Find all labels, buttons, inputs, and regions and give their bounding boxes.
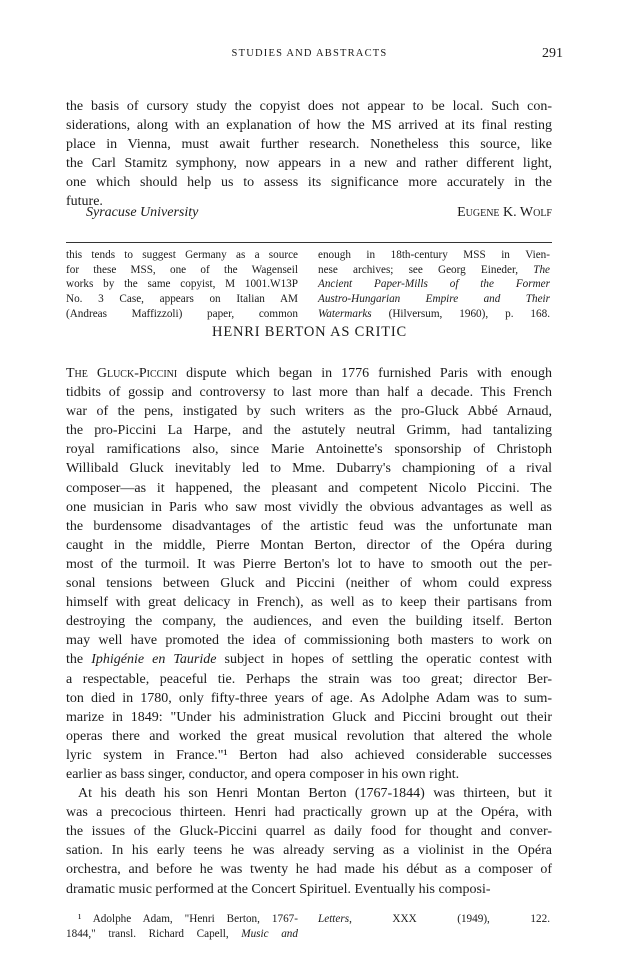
paragraph-line: [66, 670, 552, 689]
text-run: nese archives; see Georg Eineder,: [318, 263, 534, 276]
text-run: earlier as bass singer, conductor, and opera composer in his own right.: [66, 766, 460, 782]
text-run: caught in the middle, Pierre Montan Berton, director of the Opéra during: [66, 537, 552, 553]
paragraph-line: [66, 574, 552, 593]
text-run: orchestra, and before he was twenty he had made his début as a composer of: [66, 862, 552, 878]
text-run: dramatic music performed at the Concert Spirituel. Eventually his composi-: [66, 881, 491, 897]
footnote-line: [318, 277, 550, 292]
text-run: may well have promoted the idea of commissioning both masters to work on: [66, 633, 552, 649]
footnote-line: [318, 912, 550, 927]
paragraph-line: [66, 555, 552, 574]
paragraph-line: [66, 364, 552, 383]
text-run: 1844," transl. Richard Capell,: [66, 927, 242, 940]
footnote-column-left: [66, 248, 298, 321]
paragraph-line: the Carl Stamitz symphony, now appears in a new and rather different light,: [66, 156, 552, 172]
paragraph-line: [66, 784, 552, 803]
paragraph-line: [66, 479, 552, 498]
paragraph-line: [66, 459, 552, 478]
paragraph-line: [66, 765, 552, 784]
closing-paragraph: [66, 97, 552, 212]
footnote-line: works by the same copyist, M 1001.W13P: [66, 278, 298, 291]
footnote-line: this tends to suggest Germany as a source: [66, 249, 298, 261]
footnote-1-left: [66, 912, 298, 941]
paragraph-line: [66, 383, 552, 402]
text-run: ¹ Adolphe Adam, "Henri Berton, 1767-: [78, 913, 298, 925]
text-run: sation. In his early teens he was already serving as a violinist in the Opéra: [66, 843, 552, 859]
paragraph-line: the basis of cursory study the copyist does not appear to be local. Such con-: [66, 99, 552, 114]
text-run: the burdensome disadvantages of the artistic feud was the unfortunate man: [66, 518, 552, 534]
text-run: destroying the company, the audiences, and even the building itself. Berton: [66, 614, 552, 630]
italic-run: The: [533, 263, 550, 276]
paragraph-line: place in Vienna, must await further research. Nonetheless this source, like: [66, 137, 552, 153]
text-run: composer—as it happened, the pleasant and competent Nicolo Piccini. The: [66, 480, 552, 496]
running-head: [0, 48, 619, 66]
footnote-line: [318, 307, 550, 322]
text-run: lyric system in France."¹ Berton had also achieved considerable successes: [66, 747, 552, 763]
paragraph-line: [66, 402, 552, 421]
paragraph-line: siderations, along with an explanation of how the MS arrived at its final resting: [66, 118, 552, 134]
paragraph-line: [66, 841, 552, 860]
footnote-column-right: [318, 248, 550, 321]
text-run: himself with great delicacy in French), as well as to keep their partisans from: [66, 595, 552, 611]
text-run: subject in hopes of settling the operatic contest with: [216, 652, 552, 668]
text-run: the: [66, 652, 92, 668]
footnote-line: (Andreas Maffizzoli) paper, common: [66, 307, 298, 320]
text-run: tidbits of gossip and controversy to last more than half a decade. This French: [66, 385, 552, 401]
text-run: ton died in 1780, only fifty-three years of age. As Adolphe Adam was to sum-: [66, 690, 552, 706]
paragraph-line: [66, 498, 552, 517]
page-number: 291: [542, 46, 563, 61]
text-run: the pro-Piccini La Harpe, and the astutely neutral Grimm, had tantalizing: [66, 423, 552, 439]
paragraph-line: [66, 727, 552, 746]
paragraph-line: [66, 822, 552, 841]
footnote-line: [318, 263, 550, 278]
italic-run: Watermarks: [318, 307, 372, 320]
footnote-divider: [66, 242, 552, 243]
paragraph-line: [66, 612, 552, 631]
running-head-title: STUDIES AND ABSTRACTS: [231, 48, 388, 59]
text-run: enough in 18th-century MSS in Vien-: [318, 249, 550, 261]
paragraph-line: [66, 689, 552, 708]
text-run: war of the pens, instigated by such writers as the pro-Gluck Abbé Arnaud,: [66, 404, 552, 420]
paragraph-line: [66, 803, 552, 822]
footnote-line: [318, 292, 550, 307]
text-run: marize in 1849: "Under his administration Gluck and Piccini brought out their: [66, 709, 552, 725]
footnote-line: [66, 927, 298, 942]
footnote-line: No. 3 Case, appears on Italian AM: [66, 293, 298, 306]
paragraph-line: one which should help us to assess its significance more accurately in the: [66, 175, 552, 191]
paragraph-line: [66, 536, 552, 555]
italic-run: Letters: [318, 913, 350, 925]
article-body: [66, 364, 552, 899]
text-run: (Hilversum, 1960), p. 168.: [371, 307, 550, 320]
paragraph-line: [66, 880, 552, 899]
paragraph-line: [66, 650, 552, 669]
text-run: At his death his son Henri Montan Berton (1767-1844) was thirteen, but it: [78, 786, 552, 802]
paragraph-line: future.: [66, 194, 103, 210]
paragraph-line: [66, 708, 552, 727]
paragraph-line: [66, 860, 552, 879]
text-run: dispute which began in 1776 furnished Paris with enough: [177, 366, 553, 381]
text-run: , XXX (1949), 122.: [349, 913, 550, 925]
paragraph-line: [66, 746, 552, 765]
signature-block: [66, 201, 552, 221]
text-run: a respectable, peaceful tie. Perhaps the strain was too great; director Ber-: [66, 671, 552, 687]
footnote-line: [318, 248, 550, 263]
text-run: the issues of the Gluck-Piccini quarrel as daily food for thought and conver-: [66, 824, 552, 840]
paragraph-line: [66, 421, 552, 440]
paragraph-line: [66, 631, 552, 650]
footnote-1-right: [318, 912, 550, 927]
paragraph-line: [66, 517, 552, 536]
text-run: was a precocious thirteen. Henri had practically grown up at the Opéra, with: [66, 805, 552, 821]
italic-run: Music and: [241, 927, 298, 940]
author-name: Eugene K. Wolf: [457, 205, 552, 220]
paragraph-line: [66, 593, 552, 612]
text-run: operas there and worked the great musical revolution that altered the whole: [66, 728, 552, 744]
section-heading: HENRI BERTON AS CRITIC: [212, 324, 407, 340]
footnote-line: [66, 912, 298, 927]
italic-run: Austro-Hungarian Empire and Their: [318, 293, 550, 306]
italic-run: Ancient Paper-Mills of the Former: [318, 278, 550, 291]
author-affiliation: Syracuse University: [86, 205, 199, 220]
italic-run: Iphigénie en Tauride: [91, 652, 217, 668]
text-run: Willibald Gluck inevitably led to Mme. Dubarry's championing of a rival: [66, 461, 552, 477]
paragraph-line: [66, 440, 552, 459]
text-run: most of the turmoil. It was Pierre Berton's lot to have to smooth out the per-: [66, 556, 552, 572]
footnote-line: for these MSS, one of the Wagenseil: [66, 263, 298, 276]
text-run: royal ramifications also, since Marie Antoinette's sponsorship of Christoph: [66, 442, 552, 458]
text-run: one musician in Paris who saw most vividly the obvious advantages as well as: [66, 499, 552, 515]
text-run: sonal tensions between Gluck and Piccini (neither of whom could express: [66, 576, 552, 592]
small-caps-run: The Gluck-Piccini: [66, 366, 178, 381]
